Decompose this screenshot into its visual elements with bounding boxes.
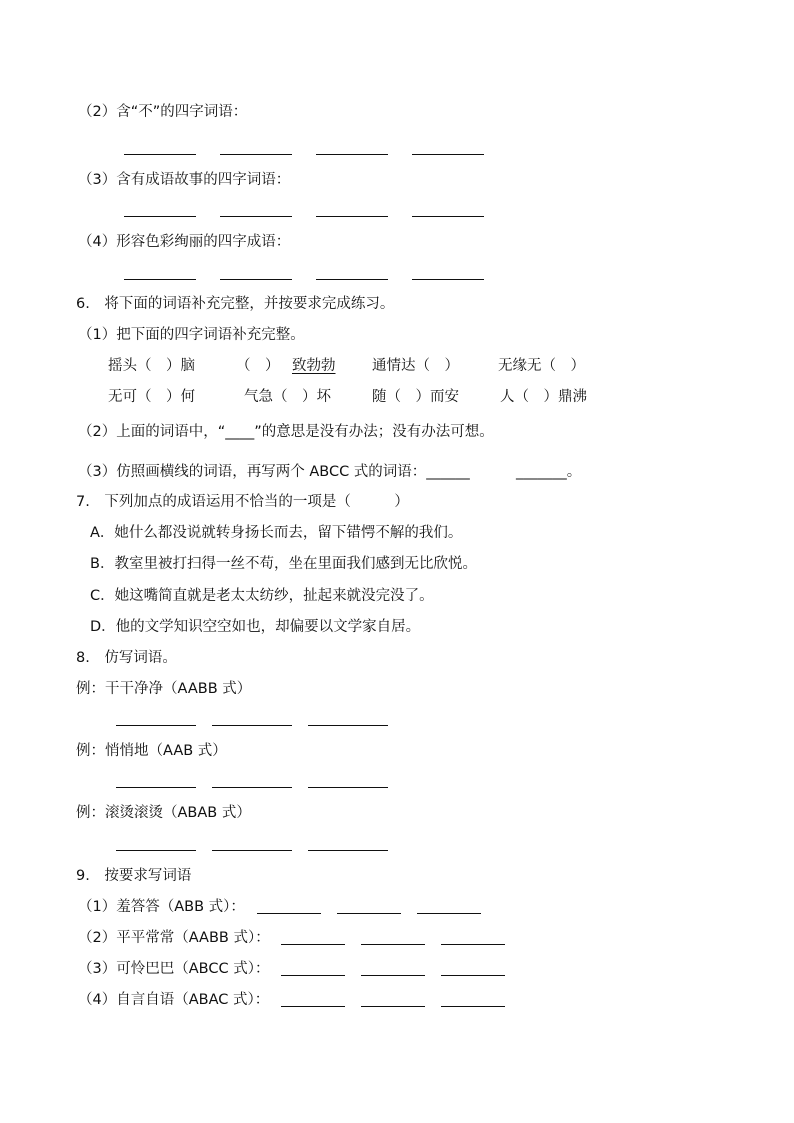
answer-blank[interactable] — [361, 975, 425, 976]
answer-blank[interactable] — [116, 725, 196, 726]
answer-blank[interactable] — [361, 1006, 425, 1007]
answer-blank[interactable] — [308, 725, 388, 726]
idiom-cell: 摇头（ ）脑 — [108, 358, 195, 374]
answer-blank[interactable] — [412, 279, 484, 280]
answer-blank[interactable] — [417, 913, 481, 914]
question-9-title: 9. 按要求写词语 — [76, 868, 192, 884]
answer-blank[interactable] — [316, 154, 388, 155]
answer-blank[interactable] — [412, 216, 484, 217]
example-1: 例：干干净净（AABB 式） — [76, 681, 252, 697]
question-6-sub3: （3）仿照画横线的词语，再写两个 ABCC 式的词语：______ — [78, 464, 470, 480]
answer-blank[interactable] — [316, 216, 388, 217]
answer-blank[interactable] — [316, 279, 388, 280]
answer-blank[interactable] — [441, 975, 505, 976]
question-7-title: 7. 下列加点的成语运用不恰当的一项是（ ） — [76, 494, 409, 510]
idiom-cell: 随（ ）而安 — [372, 389, 459, 405]
answer-blank[interactable] — [281, 975, 345, 976]
underlined-idiom: 致勃勃 — [292, 358, 336, 374]
answer-blank[interactable] — [116, 787, 196, 788]
option-a: A．她什么都没说就转身扬长而去，留下错愕不解的我们。 — [90, 525, 463, 541]
question-9-item: （4）自言自语（ABAC 式）： — [78, 992, 270, 1008]
option-c: C．她这嘴简直就是老太太纺纱，扯起来就没完没了。 — [90, 588, 434, 604]
answer-blank[interactable] — [124, 216, 196, 217]
answer-blank[interactable] — [124, 279, 196, 280]
idiom-cell: 气急（ ）坏 — [244, 389, 331, 405]
idiom-cell: 无缘无（ ） — [498, 358, 585, 374]
question-6-sub1: （1）把下面的四字词语补充完整。 — [78, 327, 305, 343]
question-8-title: 8. 仿写词语。 — [76, 650, 177, 666]
question-6-sub2: （2）上面的词语中，“____”的意思是没有办法；没有办法可想。 — [78, 424, 494, 440]
s5-q4-prompt: （4）形容色彩绚丽的四字成语： — [78, 234, 291, 250]
s5-q2-prompt: （2）含“不”的四字词语： — [78, 104, 248, 120]
answer-blank[interactable] — [281, 944, 345, 945]
answer-blank[interactable] — [116, 850, 196, 851]
example-2: 例：悄悄地（AAB 式） — [76, 743, 227, 759]
answer-blank[interactable] — [212, 850, 292, 851]
answer-blank[interactable] — [220, 154, 292, 155]
answer-blank[interactable] — [412, 154, 484, 155]
answer-blank[interactable] — [124, 154, 196, 155]
question-9-item: （2）平平常常（AABB 式）： — [78, 930, 270, 946]
s5-q3-prompt: （3）含有成语故事的四字词语： — [78, 172, 291, 188]
answer-blank[interactable] — [361, 944, 425, 945]
answer-blank[interactable] — [337, 913, 401, 914]
option-d: D．他的文学知识空空如也，却偏要以文学家自居。 — [90, 619, 421, 635]
idiom-cell: 通情达（ ） — [372, 358, 459, 374]
answer-blank[interactable] — [308, 787, 388, 788]
answer-blank[interactable] — [441, 1006, 505, 1007]
answer-blank[interactable] — [441, 944, 505, 945]
answer-blank[interactable] — [212, 725, 292, 726]
example-3: 例：滚烫滚烫（ABAB 式） — [76, 805, 251, 821]
question-6-sub3-blank: _______。 — [516, 464, 582, 480]
answer-blank[interactable] — [220, 279, 292, 280]
answer-blank[interactable] — [212, 787, 292, 788]
idiom-cell: 人（ ）鼎沸 — [500, 389, 587, 405]
question-9-item: （3）可怜巴巴（ABCC 式）： — [78, 961, 270, 977]
idiom-cell: 无可（ ）何 — [108, 389, 195, 405]
answer-blank[interactable] — [281, 1006, 345, 1007]
option-b: B．教室里被打扫得一丝不苟，坐在里面我们感到无比欣悦。 — [90, 556, 477, 572]
question-6-title: 6. 将下面的词语补充完整，并按要求完成练习。 — [76, 296, 395, 312]
answer-blank[interactable] — [308, 850, 388, 851]
answer-blank[interactable] — [220, 216, 292, 217]
idiom-cell: （ ） — [236, 358, 280, 374]
answer-blank[interactable] — [257, 913, 321, 914]
question-9-item: （1）羞答答（ABB 式）： — [78, 899, 245, 915]
